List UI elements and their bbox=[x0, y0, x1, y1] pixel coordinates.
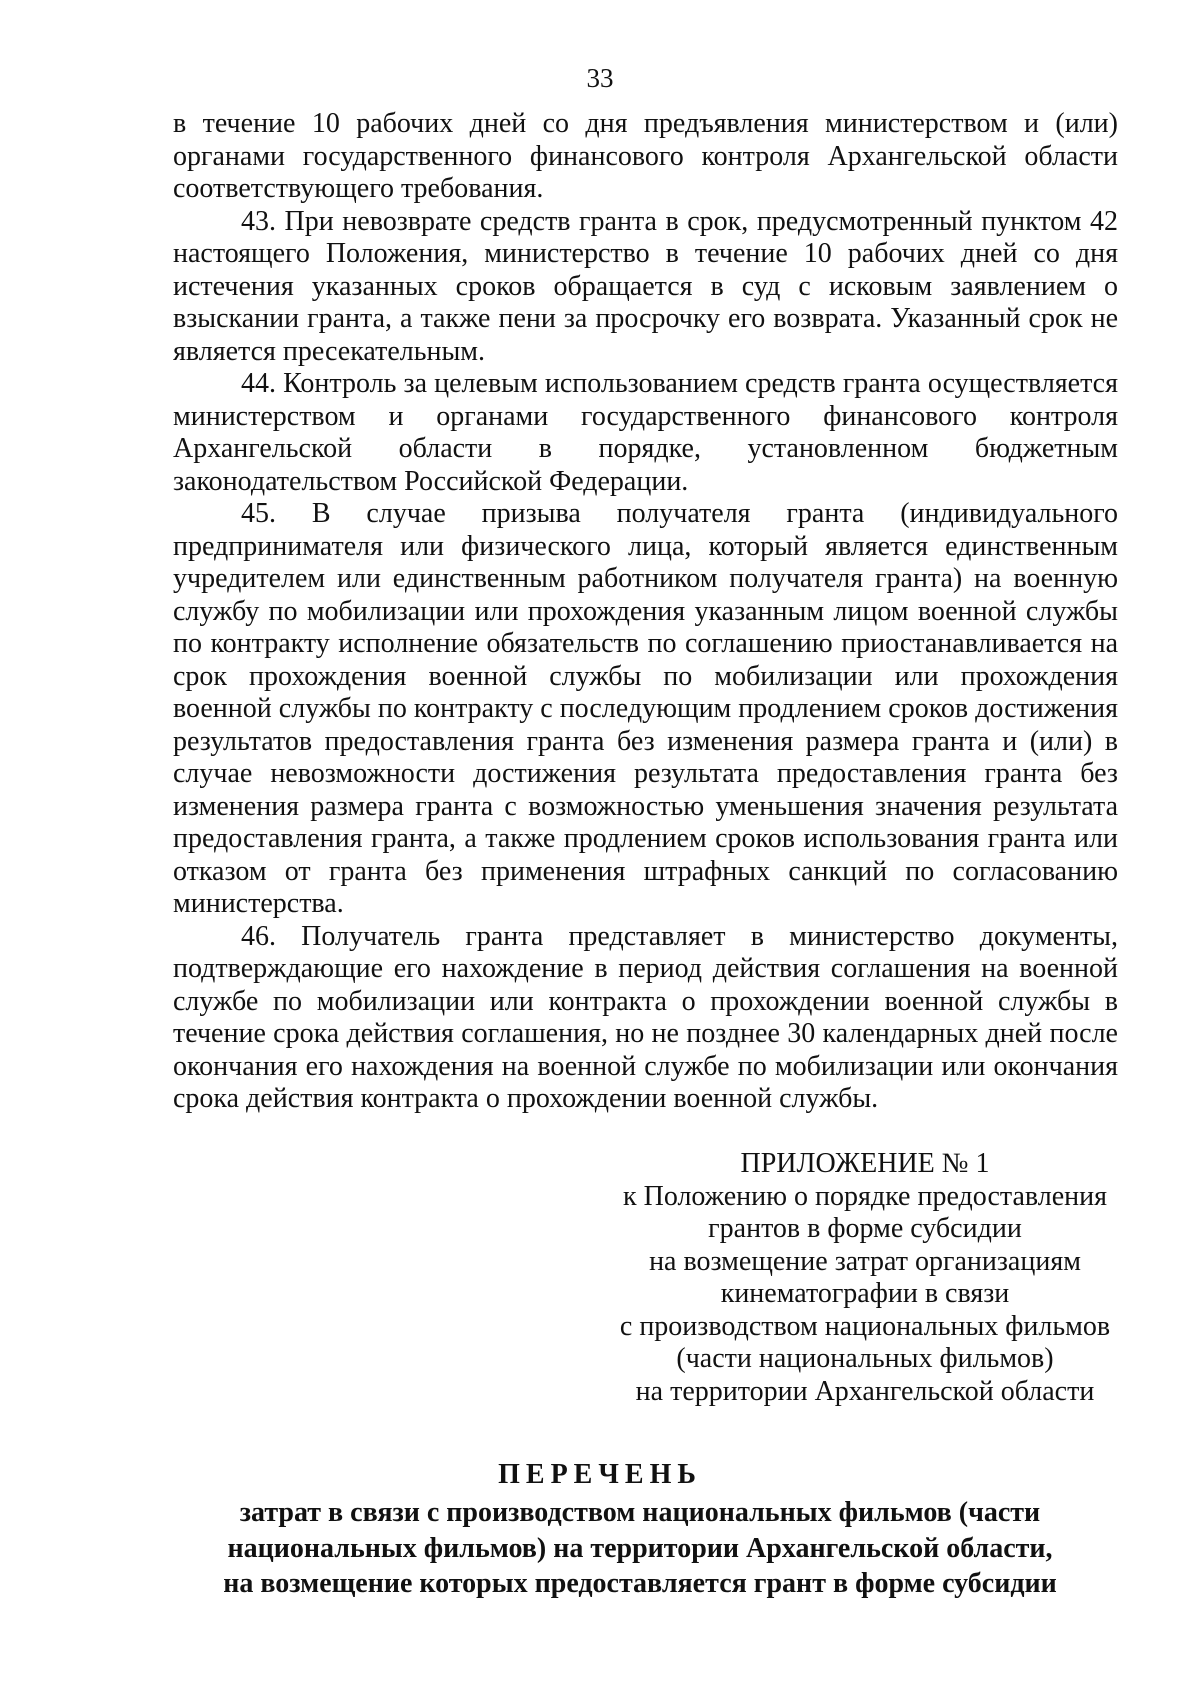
paragraph-45: 45. В случае призыва получателя гранта (индивидуального предпринимателя или физического лица, который является единственным учредителем или единственным работником получателя гранта) на военную службу по мобилизации или прохождения указанным лицом военной службы по контракту исполнение обязательств по соглашению приостанавливается на срок прохождения военной службы по мобилизации или прохождения военной службы по контракту с последующим продлением сроков достижения результатов предоставления гранта без изменения размера гранта и (или) в случае невозможности достижения результата предоставления гранта без изменения размера гранта с возможностью уменьшения значения результата предоставления гранта, а также продлением сроков использования гранта или отказом от гранта без применения штрафных санкций по согласованию министерства. bbox=[173, 498, 1118, 919]
paragraph-continuation: в течение 10 рабочих дней со дня предъявления министерством и (или) органами государственного финансового контроля Архангельской области соответствующего требования. bbox=[173, 108, 1118, 204]
paragraph-46: 46. Получатель гранта представляет в министерство документы, подтверждающие его нахождение в период действия соглашения на военной службе по мобилизации или контракта о прохождении военной службы в течение срока действия соглашения, но не позднее 30 календарных дней после окончания его нахождения на военной службе по мобилизации или окончания срока действия контракта о прохождении военной службы. bbox=[173, 920, 1118, 1114]
appendix-line: (части национальных фильмов) bbox=[676, 1343, 1054, 1374]
list-subtitle-line: на возмещение которых предоставляется грант в форме субсидии bbox=[223, 1568, 1057, 1599]
paragraph-43: 43. При невозврате средств гранта в срок, предусмотренный пунктом 42 настоящего Положения, министерство в течение 10 рабочих дней со дня истечения указанных сроков обращается в суд с исковым заявлением о взыскании гранта, а также пени за просрочку его возврата. Указанный срок не является пресекательным. bbox=[173, 205, 1118, 367]
appendix-line: с производством национальных фильмов bbox=[619, 1310, 1111, 1342]
list-title: ПЕРЕЧЕНЬ bbox=[498, 1459, 702, 1490]
body-text bbox=[173, 108, 1118, 1116]
appendix-block bbox=[605, 1148, 1125, 1408]
appendix-line: на возмещение затрат организациям bbox=[649, 1245, 1081, 1277]
appendix-line: на территории Архангельской области bbox=[635, 1375, 1095, 1407]
list-subtitle bbox=[160, 1495, 1120, 1602]
page-number: 33 bbox=[586, 63, 614, 93]
appendix-line: к Положению о порядке предоставления bbox=[623, 1180, 1107, 1212]
list-subtitle-line: затрат в связи с производством национальных фильмов (части bbox=[239, 1497, 1041, 1528]
appendix-line: грантов в форме субсидии bbox=[708, 1213, 1022, 1244]
appendix-heading: ПРИЛОЖЕНИЕ № 1 bbox=[740, 1148, 990, 1179]
paragraph-44: 44. Контроль за целевым использованием средств гранта осуществляется министерством и органами государственного финансового контроля Архангельской области в порядке, установленном бюджетным законодательством Российской Федерации. bbox=[173, 368, 1118, 497]
list-subtitle-line: национальных фильмов) на территории Архангельской области, bbox=[227, 1532, 1053, 1564]
appendix-line: кинематографии в связи bbox=[720, 1278, 1010, 1309]
